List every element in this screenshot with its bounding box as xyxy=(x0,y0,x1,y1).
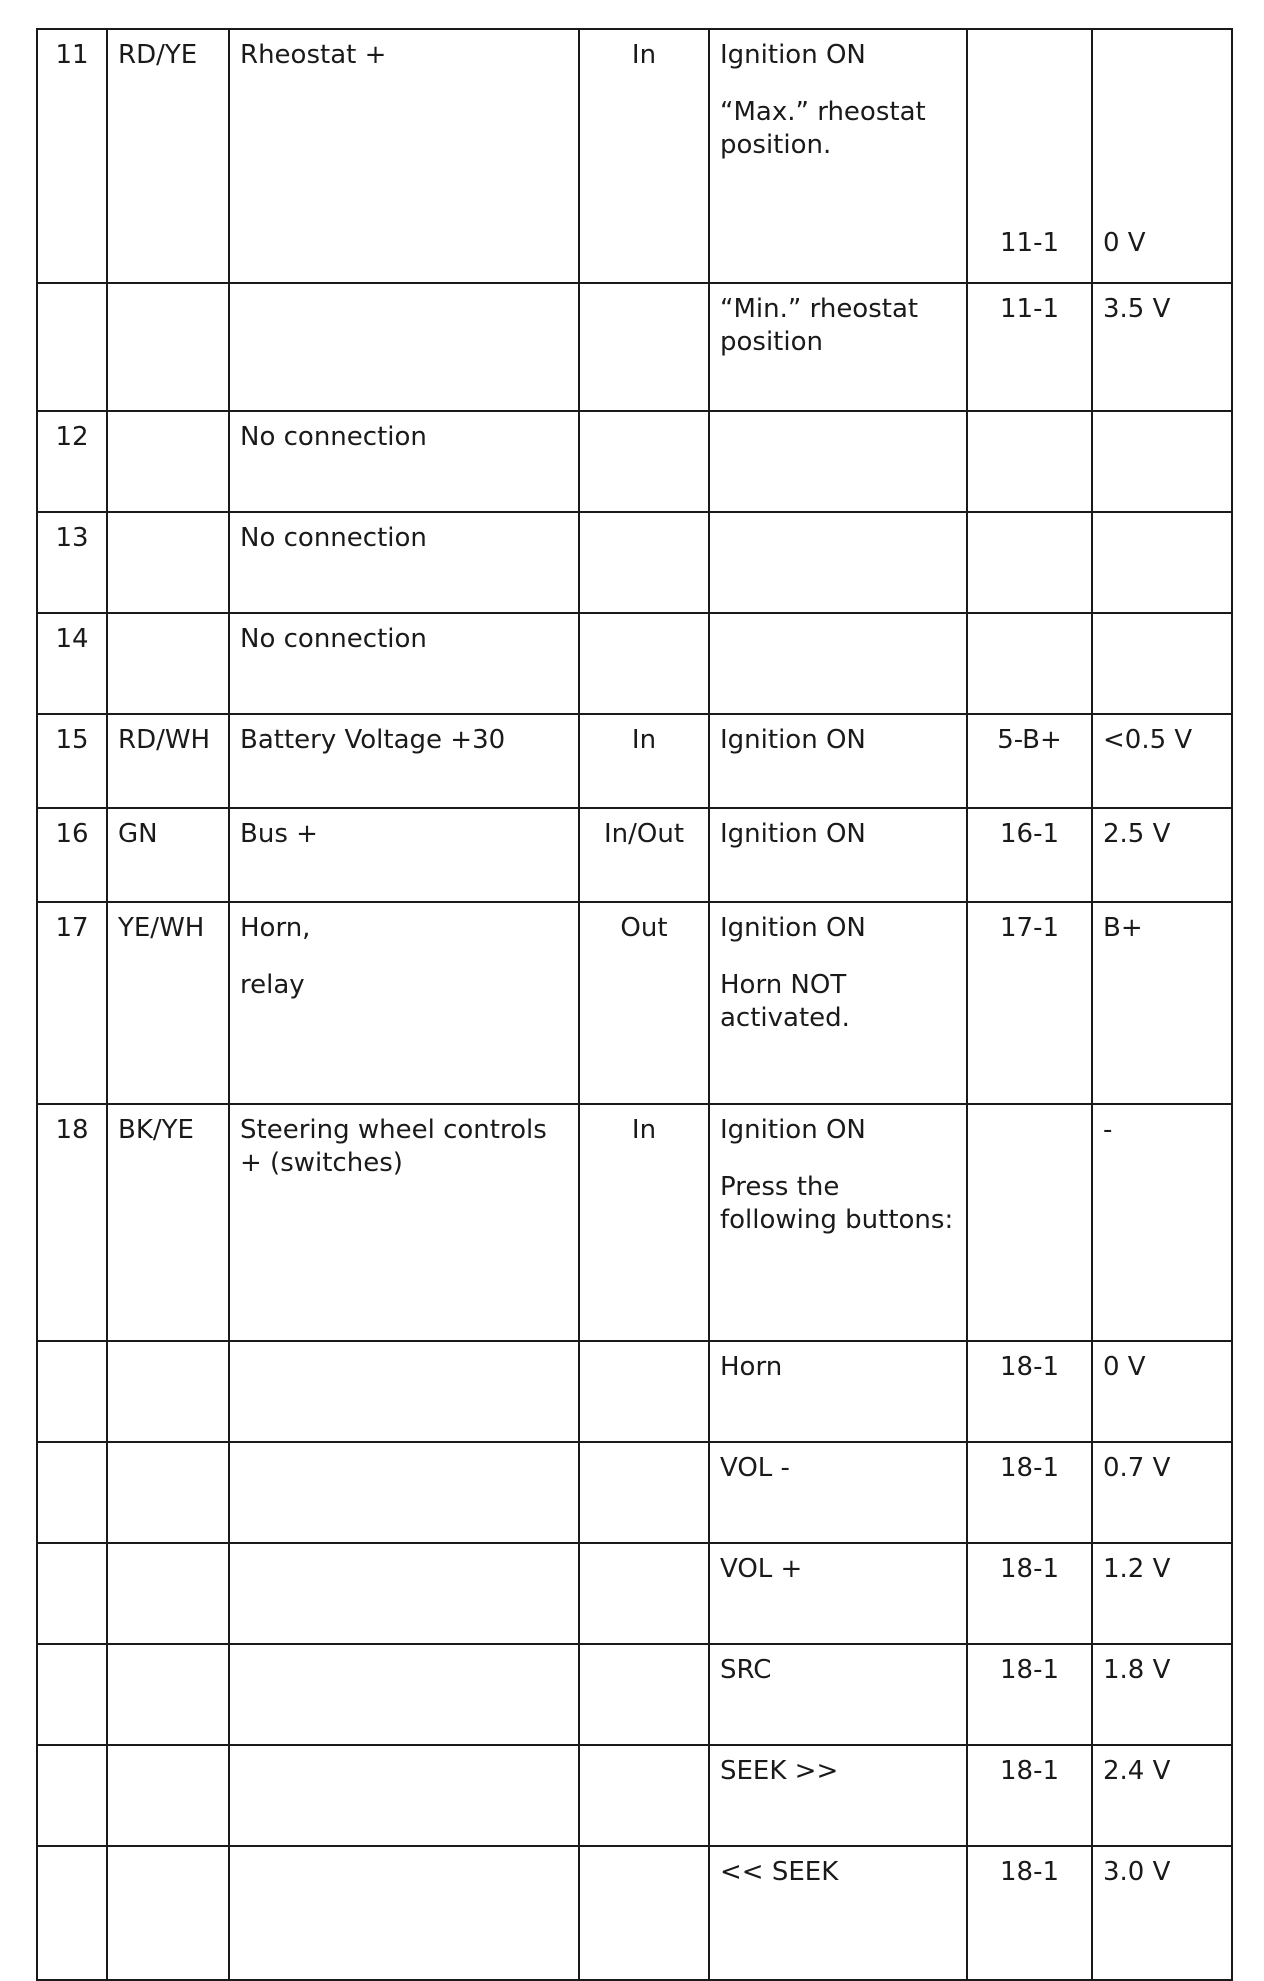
direction-cell: In xyxy=(579,714,709,808)
function-cell xyxy=(229,29,579,283)
measure-between-cell: 11-1 xyxy=(967,29,1092,283)
function-line: Horn, xyxy=(240,913,311,943)
line-gap xyxy=(720,72,956,96)
wire-color-cell xyxy=(107,1543,229,1644)
measure-between-cell: 18-1 xyxy=(967,1341,1092,1442)
pin-number-cell xyxy=(37,1543,107,1644)
table-row xyxy=(37,613,1232,714)
direction-cell xyxy=(579,613,709,714)
direction-cell xyxy=(579,1644,709,1745)
function-cell xyxy=(229,411,579,512)
test-condition-line: Horn NOT activated. xyxy=(720,970,850,1033)
wire-color-cell: RD/WH xyxy=(107,714,229,808)
table-row xyxy=(37,808,1232,902)
nominal-value-cell: 2.5 V xyxy=(1092,808,1232,902)
function-line: No connection xyxy=(240,523,427,553)
test-condition-cell xyxy=(709,512,967,613)
table-row xyxy=(37,1846,1232,1980)
line-gap xyxy=(720,945,956,969)
nominal-value-cell xyxy=(1092,512,1232,613)
nominal-value-cell: 0 V xyxy=(1092,29,1232,283)
measure-between-cell: 18-1 xyxy=(967,1644,1092,1745)
direction-cell xyxy=(579,283,709,411)
test-condition-line: Horn xyxy=(720,1352,783,1382)
measure-between-cell xyxy=(967,411,1092,512)
test-condition-line: “Min.” rheostat position xyxy=(720,294,919,357)
test-condition-line: VOL - xyxy=(720,1453,790,1483)
pin-number-cell: 15 xyxy=(37,714,107,808)
pin-number-cell: 12 xyxy=(37,411,107,512)
direction-cell: In/Out xyxy=(579,808,709,902)
table-body xyxy=(37,29,1232,1980)
wire-color-cell: RD/YE xyxy=(107,29,229,283)
pin-number-cell: 18 xyxy=(37,1104,107,1341)
measure-between-cell: 16-1 xyxy=(967,808,1092,902)
nominal-value-cell: 1.2 V xyxy=(1092,1543,1232,1644)
pin-number-cell: 14 xyxy=(37,613,107,714)
nominal-value-cell: - xyxy=(1092,1104,1232,1341)
test-condition-line: VOL + xyxy=(720,1554,803,1584)
pin-number-cell xyxy=(37,1846,107,1980)
test-condition-line: Ignition ON xyxy=(720,1115,866,1145)
direction-cell xyxy=(579,1745,709,1846)
wire-color-cell xyxy=(107,1846,229,1980)
test-condition-cell xyxy=(709,29,967,283)
test-condition-cell xyxy=(709,1341,967,1442)
measure-between-cell xyxy=(967,1104,1092,1341)
test-condition-cell xyxy=(709,1543,967,1644)
table-row xyxy=(37,1341,1232,1442)
table-row xyxy=(37,1644,1232,1745)
test-condition-cell xyxy=(709,1104,967,1341)
direction-cell xyxy=(579,1846,709,1980)
test-condition-line: SRC xyxy=(720,1655,772,1685)
direction-cell: In xyxy=(579,29,709,283)
function-line: Steering wheel controls + (switches) xyxy=(240,1115,547,1178)
function-cell xyxy=(229,283,579,411)
function-cell xyxy=(229,512,579,613)
test-condition-cell xyxy=(709,1745,967,1846)
function-cell xyxy=(229,902,579,1104)
table-row xyxy=(37,1442,1232,1543)
function-line: Rheostat + xyxy=(240,40,387,70)
test-condition-line: << SEEK xyxy=(720,1857,839,1887)
function-line: No connection xyxy=(240,624,427,654)
table-row xyxy=(37,714,1232,808)
wire-color-cell xyxy=(107,1442,229,1543)
test-condition-cell xyxy=(709,902,967,1104)
test-condition-cell xyxy=(709,411,967,512)
measure-between-cell: 18-1 xyxy=(967,1745,1092,1846)
measure-between-cell xyxy=(967,512,1092,613)
test-condition-cell xyxy=(709,808,967,902)
test-condition-cell xyxy=(709,714,967,808)
pin-number-cell xyxy=(37,1644,107,1745)
wire-color-cell: BK/YE xyxy=(107,1104,229,1341)
direction-cell xyxy=(579,512,709,613)
pin-number-cell xyxy=(37,283,107,411)
function-cell xyxy=(229,613,579,714)
direction-cell: In xyxy=(579,1104,709,1341)
table-row xyxy=(37,29,1232,283)
pin-number-cell: 13 xyxy=(37,512,107,613)
test-condition-cell xyxy=(709,283,967,411)
function-line: No connection xyxy=(240,422,427,452)
function-cell xyxy=(229,1341,579,1442)
function-cell xyxy=(229,1442,579,1543)
test-condition-cell xyxy=(709,613,967,714)
nominal-value-cell xyxy=(1092,411,1232,512)
function-cell xyxy=(229,1644,579,1745)
measure-between-cell: 18-1 xyxy=(967,1543,1092,1644)
wire-color-cell xyxy=(107,411,229,512)
pin-number-cell xyxy=(37,1341,107,1442)
function-cell xyxy=(229,1846,579,1980)
wire-color-cell: YE/WH xyxy=(107,902,229,1104)
nominal-value-cell: B+ xyxy=(1092,902,1232,1104)
table-row xyxy=(37,512,1232,613)
function-line: relay xyxy=(240,970,305,1000)
test-condition-cell xyxy=(709,1442,967,1543)
nominal-value-cell: 3.0 V xyxy=(1092,1846,1232,1980)
measure-between-cell: 17-1 xyxy=(967,902,1092,1104)
test-condition-line: Ignition ON xyxy=(720,40,866,70)
nominal-value-cell xyxy=(1092,613,1232,714)
pin-number-cell xyxy=(37,1442,107,1543)
measure-between-cell: 18-1 xyxy=(967,1442,1092,1543)
test-condition-line: SEEK >> xyxy=(720,1756,839,1786)
function-cell xyxy=(229,1543,579,1644)
wire-color-cell xyxy=(107,283,229,411)
line-gap xyxy=(720,1147,956,1171)
wire-color-cell: GN xyxy=(107,808,229,902)
measure-between-cell xyxy=(967,613,1092,714)
pin-number-cell: 17 xyxy=(37,902,107,1104)
direction-cell xyxy=(579,411,709,512)
nominal-value-cell: 0 V xyxy=(1092,1341,1232,1442)
function-cell xyxy=(229,1745,579,1846)
direction-cell xyxy=(579,1341,709,1442)
test-condition-line: Ignition ON xyxy=(720,913,866,943)
wire-color-cell xyxy=(107,512,229,613)
direction-cell xyxy=(579,1543,709,1644)
nominal-value-cell: 3.5 V xyxy=(1092,283,1232,411)
table-row xyxy=(37,1745,1232,1846)
nominal-value-cell: 1.8 V xyxy=(1092,1644,1232,1745)
wire-color-cell xyxy=(107,1644,229,1745)
table-row xyxy=(37,1104,1232,1341)
table-row xyxy=(37,411,1232,512)
function-line: Bus + xyxy=(240,819,318,849)
direction-cell: Out xyxy=(579,902,709,1104)
function-line: Battery Voltage +30 xyxy=(240,725,506,755)
direction-cell xyxy=(579,1442,709,1543)
test-condition-line: “Max.” rheostat position. xyxy=(720,97,926,160)
pin-number-cell: 11 xyxy=(37,29,107,283)
wire-color-cell xyxy=(107,1745,229,1846)
pin-number-cell xyxy=(37,1745,107,1846)
table-row xyxy=(37,902,1232,1104)
function-cell xyxy=(229,1104,579,1341)
test-condition-line: Ignition ON xyxy=(720,725,866,755)
measure-between-cell: 18-1 xyxy=(967,1846,1092,1980)
nominal-value-cell: <0.5 V xyxy=(1092,714,1232,808)
function-cell xyxy=(229,714,579,808)
measure-between-cell: 11-1 xyxy=(967,283,1092,411)
pin-number-cell: 16 xyxy=(37,808,107,902)
wire-color-cell xyxy=(107,613,229,714)
line-gap xyxy=(240,945,568,969)
table-row xyxy=(37,283,1232,411)
pinout-table xyxy=(36,28,1233,1981)
wire-color-cell xyxy=(107,1341,229,1442)
measure-between-cell: 5-B+ xyxy=(967,714,1092,808)
table-row xyxy=(37,1543,1232,1644)
test-condition-line: Ignition ON xyxy=(720,819,866,849)
nominal-value-cell: 2.4 V xyxy=(1092,1745,1232,1846)
test-condition-cell xyxy=(709,1644,967,1745)
test-condition-line: Press the following buttons: xyxy=(720,1172,954,1235)
function-cell xyxy=(229,808,579,902)
test-condition-cell xyxy=(709,1846,967,1980)
nominal-value-cell: 0.7 V xyxy=(1092,1442,1232,1543)
